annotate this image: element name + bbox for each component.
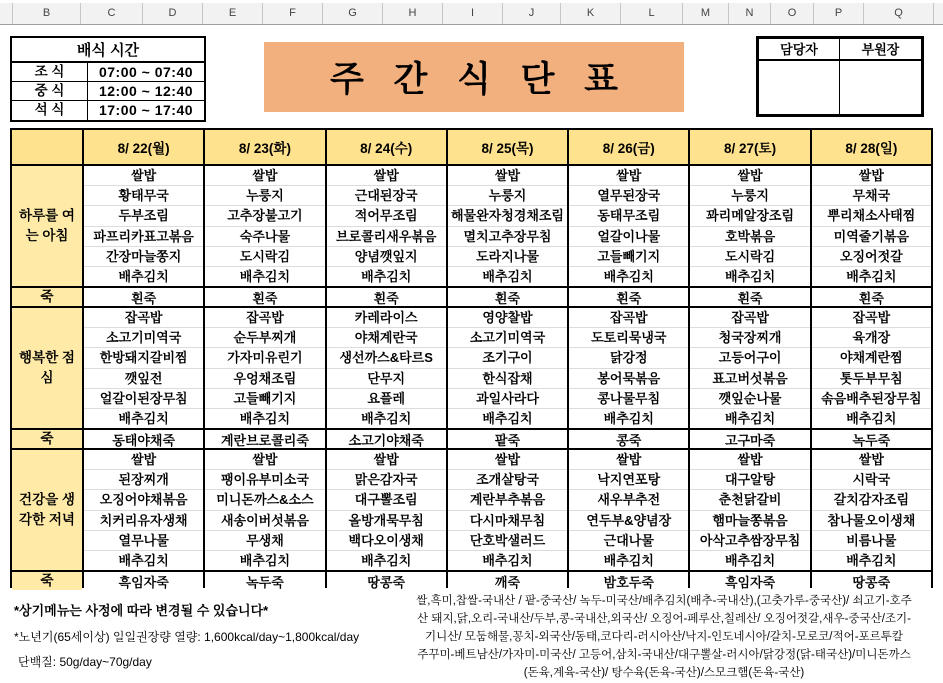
- menu-item-cell[interactable]: 영양찰밥: [448, 308, 567, 328]
- menu-item-cell[interactable]: 고추장불고기: [205, 206, 324, 226]
- menu-item-cell[interactable]: 도시락김: [690, 247, 809, 267]
- menu-item-cell[interactable]: 연두부&양념장: [569, 511, 688, 531]
- serving-time-row: [12, 63, 204, 82]
- menu-item-cell[interactable]: 한식잡채: [448, 369, 567, 389]
- menu-item-cell[interactable]: 배추김치: [482, 268, 533, 284]
- menu-item-cell[interactable]: 적어무조림: [327, 206, 446, 226]
- menu-item-cell[interactable]: 누룽지: [205, 186, 324, 206]
- column-header-partial[interactable]: [934, 3, 943, 24]
- menu-item-cell[interactable]: 쌀밥: [690, 450, 809, 470]
- menu-item-cell[interactable]: 맑은감자국: [327, 470, 446, 490]
- porridge-cell[interactable]: 밤호두죽: [569, 572, 688, 590]
- menu-item-cell[interactable]: 미니돈까스&소스: [205, 490, 324, 510]
- signature-box: [756, 36, 924, 117]
- porridge-cell[interactable]: 땅콩죽: [327, 572, 446, 590]
- menu-item-cell[interactable]: 쌀밥: [205, 166, 324, 186]
- menu-item-cell[interactable]: 배추김치: [724, 552, 776, 568]
- column-header-B[interactable]: B: [13, 3, 81, 24]
- menu-item-cell[interactable]: 배추김치: [603, 552, 654, 568]
- menu-item-cell[interactable]: 가자미유린기: [205, 348, 324, 368]
- menu-item-cell[interactable]: 쌀밥: [569, 450, 688, 470]
- menu-item-cell[interactable]: 누룽지: [690, 186, 809, 206]
- menu-item-cell[interactable]: 간장마늘쫑지: [84, 247, 203, 267]
- menu-item-cell[interactable]: 무채국: [812, 186, 931, 206]
- column-header-J[interactable]: J: [503, 3, 561, 24]
- menu-item-cell[interactable]: 잡곡밥: [569, 308, 688, 328]
- column-header-I[interactable]: I: [443, 3, 503, 24]
- menu-item-cell[interactable]: 근대나물: [569, 531, 688, 551]
- menu-item-cell[interactable]: 쌀밥: [84, 166, 203, 186]
- meal-cell: [690, 450, 809, 570]
- menu-change-note: *상기메뉴는 사정에 따라 변경될 수 있습니다*: [14, 603, 269, 618]
- menu-item-cell[interactable]: 고들빼기지: [205, 389, 324, 409]
- menu-item-cell[interactable]: 쌀밥: [327, 166, 446, 186]
- porridge-cell[interactable]: 땅콩죽: [812, 572, 931, 590]
- porridge-cell[interactable]: 동태야채죽: [84, 430, 203, 448]
- menu-item-cell[interactable]: 배추김치: [239, 552, 291, 568]
- menu-item-cell[interactable]: 쌀밥: [812, 450, 931, 470]
- menu-item-cell[interactable]: 두부조림: [84, 206, 203, 226]
- menu-item-cell[interactable]: 닭강정: [569, 348, 688, 368]
- lunch-time-label[interactable]: 중 식: [12, 82, 88, 100]
- menu-item-cell[interactable]: 도라지나물: [448, 247, 567, 267]
- calorie-recommendation-note: *노년기(65세이상) 일일권장량 열량: 1,600kcal/day~1,800kcal/day: [14, 630, 360, 644]
- meal-cell: [84, 450, 203, 570]
- meal-section-label[interactable]: 건강을 생각한 저녁: [12, 450, 82, 570]
- menu-item-cell[interactable]: 비름나물: [812, 531, 931, 551]
- column-header-C[interactable]: C: [81, 3, 143, 24]
- menu-item-cell[interactable]: 깻잎전: [84, 369, 203, 389]
- origin-line: (돈육,계육-국산)/ 탕수육(돈육-국산)/스모크햄(돈육-국산): [523, 667, 805, 679]
- column-header-strip: [0, 3, 943, 25]
- menu-item-cell[interactable]: 미역줄기볶음: [812, 227, 931, 247]
- menu-item-cell[interactable]: 쌀밥: [812, 166, 931, 186]
- meal-cell: [84, 166, 203, 286]
- porridge-section-label[interactable]: 죽: [12, 288, 82, 306]
- menu-item-cell[interactable]: 잡곡밥: [84, 308, 203, 328]
- origin-line: 쌀,흑미,찹쌀-국내산 / 팥-중국산/ 녹두-미국산/배추김치(배추-국내산),(고춧가루-중국산)/ 쇠고기-호주: [416, 595, 912, 607]
- menu-item-cell[interactable]: 청국장찌개: [690, 328, 809, 348]
- meal-cell: [205, 166, 324, 286]
- column-header-F[interactable]: F: [263, 3, 323, 24]
- menu-item-cell[interactable]: 표고버섯볶음: [690, 369, 809, 389]
- menu-item-cell[interactable]: 잡곡밥: [812, 308, 931, 328]
- porridge-cell[interactable]: 흰죽: [327, 288, 446, 306]
- menu-item-cell[interactable]: 배추김치: [846, 410, 897, 426]
- menu-item-cell[interactable]: 팽이유부미소국: [205, 470, 324, 490]
- origin-line: 기니산/ 모둠해물,꽁치-외국산/동태,코다리-러시아산/낙지-인도네시아/갈치-모로코/적어-포르투칼: [425, 631, 903, 643]
- meal-section-label[interactable]: 하루를 여는 아침: [12, 166, 82, 286]
- meal-cell: [448, 166, 567, 286]
- porridge-cell[interactable]: 녹두죽: [812, 430, 931, 448]
- menu-item-cell[interactable]: 계란부추볶음: [448, 490, 567, 510]
- menu-item-cell[interactable]: 새우부추전: [569, 490, 688, 510]
- menu-item-cell[interactable]: 열무된장국: [569, 186, 688, 206]
- menu-item-cell[interactable]: 멸치고추장무침: [448, 227, 567, 247]
- porridge-cell[interactable]: 흰죽: [690, 288, 809, 306]
- meal-cell: [327, 450, 446, 570]
- menu-item-cell[interactable]: 올방개묵무침: [327, 511, 446, 531]
- menu-item-cell[interactable]: 춘천닭갈비: [690, 490, 809, 510]
- porridge-cell[interactable]: 고구마죽: [690, 430, 809, 448]
- date-header-cell[interactable]: 8/ 23(화): [205, 130, 324, 164]
- menu-item-cell[interactable]: 배추김치: [846, 268, 897, 284]
- menu-item-cell[interactable]: 새송이버섯볶음: [205, 511, 324, 531]
- menu-item-cell[interactable]: 배추김치: [724, 410, 776, 426]
- date-header-cell[interactable]: 8/ 27(토): [690, 130, 809, 164]
- menu-item-cell[interactable]: 우엉채조림: [205, 369, 324, 389]
- meal-section-label[interactable]: 행복한 점심: [12, 308, 82, 428]
- menu-item-cell[interactable]: 쌀밥: [327, 450, 446, 470]
- menu-item-cell[interactable]: 된장찌개: [84, 470, 203, 490]
- column-header-M[interactable]: M: [683, 3, 729, 24]
- meal-cell: [84, 308, 203, 428]
- porridge-cell[interactable]: 흰죽: [812, 288, 931, 306]
- menu-item-cell[interactable]: 쌀밥: [448, 166, 567, 186]
- menu-item-cell[interactable]: 한방돼지갈비찜: [84, 348, 203, 368]
- porridge-cell[interactable]: 흰죽: [84, 288, 203, 306]
- menu-item-cell[interactable]: 야채계란찜: [812, 348, 931, 368]
- serving-time-title: 배식 시간: [12, 38, 204, 63]
- menu-item-cell[interactable]: 열무나물: [84, 531, 203, 551]
- column-header-D[interactable]: D: [143, 3, 203, 24]
- date-header-cell[interactable]: 8/ 25(목): [448, 130, 567, 164]
- column-header-H[interactable]: H: [383, 3, 443, 24]
- menu-item-cell[interactable]: 봉어묵볶음: [569, 369, 688, 389]
- meal-cell: [205, 450, 324, 570]
- menu-item-cell[interactable]: 도시락김: [205, 247, 324, 267]
- column-header-P[interactable]: P: [814, 3, 864, 24]
- menu-item-cell[interactable]: 배추김치: [361, 552, 412, 568]
- menu-item-cell[interactable]: 배추김치: [118, 410, 169, 426]
- serving-time-row: [12, 82, 204, 101]
- porridge-cell[interactable]: 계란브로콜리죽: [205, 430, 324, 448]
- column-header-E[interactable]: E: [203, 3, 263, 24]
- menu-item-cell[interactable]: 콩나물무침: [569, 389, 688, 409]
- menu-item-cell[interactable]: 도토리묵냉국: [569, 328, 688, 348]
- menu-item-cell[interactable]: 배추김치: [603, 268, 654, 284]
- menu-item-cell[interactable]: 무생채: [205, 531, 324, 551]
- menu-item-cell[interactable]: 햄마늘쫑볶음: [690, 511, 809, 531]
- meal-cell: [812, 308, 931, 428]
- origin-line: 주꾸미-베트남산/가자미-미국산/ 고등어,삼치-국내산/대구뽈살-러시아/닭강정(닭-태국산)/미니돈까스: [417, 649, 911, 661]
- porridge-cell[interactable]: 흰죽: [448, 288, 567, 306]
- menu-item-cell[interactable]: 육개장: [812, 328, 931, 348]
- menu-item-cell[interactable]: 숙주나물: [205, 227, 324, 247]
- column-header-G[interactable]: G: [323, 3, 383, 24]
- origin-line: 산 돼지,닭,오리-국내산/두부,콩-국내산,외국산/ 오징어-페루산,칠레산/ 오징어젓갈,새우-중국산/조기-: [417, 613, 911, 625]
- menu-item-cell[interactable]: 배추김치: [239, 410, 291, 426]
- meal-cell: [448, 450, 567, 570]
- protein-recommendation-note: 단백질: 50g/day~70g/day: [18, 655, 152, 669]
- menu-item-cell[interactable]: 꽈리메알장조림: [690, 206, 809, 226]
- date-header-cell[interactable]: 8/ 24(수): [327, 130, 446, 164]
- manager-signature-cell[interactable]: [759, 61, 840, 114]
- menu-item-cell[interactable]: 오징어야채볶음: [84, 490, 203, 510]
- porridge-section-label[interactable]: 죽: [12, 430, 82, 448]
- menu-item-cell[interactable]: 시락국: [812, 470, 931, 490]
- meal-cell: [448, 308, 567, 428]
- menu-item-cell[interactable]: 쌀밥: [84, 450, 203, 470]
- meal-cell: [569, 450, 688, 570]
- menu-item-cell[interactable]: 배추김치: [482, 410, 533, 426]
- menu-item-cell[interactable]: 잡곡밥: [205, 308, 324, 328]
- menu-item-cell[interactable]: 아삭고추쌈장무침: [690, 531, 809, 551]
- menu-item-cell[interactable]: 요플레: [327, 389, 446, 409]
- menu-item-cell[interactable]: 근대된장국: [327, 186, 446, 206]
- menu-item-cell[interactable]: 백다오이생채: [327, 531, 446, 551]
- menu-item-cell[interactable]: 배추김치: [846, 552, 897, 568]
- menu-item-cell[interactable]: 다시마채무침: [448, 511, 567, 531]
- menu-item-cell[interactable]: 조기구이: [448, 348, 567, 368]
- menu-item-cell[interactable]: 깻잎순나물: [690, 389, 809, 409]
- serving-time-box: [10, 36, 206, 122]
- page-title: 주 간 식 단 표: [330, 60, 628, 99]
- column-header-Q[interactable]: Q: [864, 3, 934, 24]
- menu-item-cell[interactable]: 호박볶음: [690, 227, 809, 247]
- menu-item-cell[interactable]: 얼갈이나물: [569, 227, 688, 247]
- meal-cell: [569, 308, 688, 428]
- menu-item-cell[interactable]: 황태무국: [84, 186, 203, 206]
- ingredient-origin-text: [388, 592, 940, 682]
- meal-cell: [327, 166, 446, 286]
- menu-item-cell[interactable]: 야채계란국: [327, 328, 446, 348]
- menu-item-cell[interactable]: 브로콜리새우볶음: [327, 227, 446, 247]
- vice-director-signature-header[interactable]: 부원장: [840, 39, 921, 61]
- porridge-cell[interactable]: 팥죽: [448, 430, 567, 448]
- table-corner-cell[interactable]: [12, 130, 82, 164]
- menu-item-cell[interactable]: 단무지: [327, 369, 446, 389]
- dinner-time-value[interactable]: 17:00 ~ 17:40: [98, 102, 194, 118]
- porridge-cell[interactable]: 소고기야채죽: [327, 430, 446, 448]
- menu-item-cell[interactable]: 고등어구이: [690, 348, 809, 368]
- menu-item-cell[interactable]: 조개살탕국: [448, 470, 567, 490]
- menu-item-cell[interactable]: 고들빼기지: [569, 247, 688, 267]
- menu-item-cell[interactable]: 참나물오이생채: [812, 511, 931, 531]
- lunch-time-value[interactable]: 12:00 ~ 12:40: [98, 83, 194, 99]
- menu-item-cell[interactable]: 잡곡밥: [690, 308, 809, 328]
- menu-item-cell[interactable]: 솎음배추된장무침: [812, 389, 931, 409]
- breakfast-time-value[interactable]: 07:00 ~ 07:40: [98, 64, 194, 80]
- menu-item-cell[interactable]: 얼갈이된장무침: [84, 389, 203, 409]
- meal-cell: [812, 166, 931, 286]
- porridge-cell[interactable]: 콩죽: [569, 430, 688, 448]
- menu-item-cell[interactable]: 배추김치: [724, 268, 776, 284]
- menu-item-cell[interactable]: 갈치감자조림: [812, 490, 931, 510]
- menu-item-cell[interactable]: 소고기미역국: [448, 328, 567, 348]
- meal-cell: [690, 166, 809, 286]
- meal-cell: [205, 308, 324, 428]
- menu-item-cell[interactable]: 생선까스&타르S: [327, 348, 446, 368]
- menu-item-cell[interactable]: 파프리카표고볶음: [84, 227, 203, 247]
- meal-cell: [812, 450, 931, 570]
- vice-director-signature-cell[interactable]: [840, 61, 921, 114]
- breakfast-time-label[interactable]: 조 식: [12, 63, 88, 81]
- menu-item-cell[interactable]: 뿌리채소사태찜: [812, 206, 931, 226]
- menu-item-cell[interactable]: 대구뽈조림: [327, 490, 446, 510]
- menu-item-cell[interactable]: 배추김치: [603, 410, 654, 426]
- footnotes: [14, 600, 389, 670]
- menu-item-cell[interactable]: 배추김치: [239, 268, 291, 284]
- menu-item-cell[interactable]: 낙지연포탕: [569, 470, 688, 490]
- manager-signature-header[interactable]: 담당자: [759, 39, 840, 61]
- menu-item-cell[interactable]: 배추김치: [361, 410, 412, 426]
- meal-cell: [327, 308, 446, 428]
- porridge-section-label[interactable]: 죽: [12, 572, 82, 590]
- menu-item-cell[interactable]: 배추김치: [361, 268, 412, 284]
- porridge-cell[interactable]: 흑임자죽: [84, 572, 203, 590]
- date-header-cell[interactable]: 8/ 26(금): [569, 130, 688, 164]
- porridge-cell[interactable]: 녹두죽: [205, 572, 324, 590]
- menu-item-cell[interactable]: 누룽지: [448, 186, 567, 206]
- menu-item-cell[interactable]: 동태무조림: [569, 206, 688, 226]
- menu-item-cell[interactable]: 배추김치: [118, 552, 169, 568]
- menu-item-cell[interactable]: 배추김치: [482, 552, 533, 568]
- page-title-banner[interactable]: [264, 42, 684, 112]
- menu-item-cell[interactable]: 쌀밥: [690, 166, 809, 186]
- menu-item-cell[interactable]: 순두부찌개: [205, 328, 324, 348]
- porridge-cell[interactable]: 흰죽: [569, 288, 688, 306]
- weekly-menu-table: [10, 128, 933, 588]
- menu-item-cell[interactable]: 단호박샐러드: [448, 531, 567, 551]
- menu-item-cell[interactable]: 쌀밥: [205, 450, 324, 470]
- menu-item-cell[interactable]: 카레라이스: [327, 308, 446, 328]
- menu-item-cell[interactable]: 양념깻잎지: [327, 247, 446, 267]
- porridge-cell[interactable]: 깨죽: [448, 572, 567, 590]
- porridge-cell[interactable]: 흰죽: [205, 288, 324, 306]
- menu-item-cell[interactable]: 치커리유자생채: [84, 511, 203, 531]
- serving-time-row: [12, 101, 204, 120]
- meal-cell: [690, 308, 809, 428]
- column-header-L[interactable]: L: [621, 3, 683, 24]
- menu-item-cell[interactable]: 쌀밥: [448, 450, 567, 470]
- date-header-cell[interactable]: 8/ 28(일): [812, 130, 931, 164]
- column-header-partial[interactable]: [0, 3, 13, 24]
- column-header-N[interactable]: N: [729, 3, 771, 24]
- date-header-cell[interactable]: 8/ 22(월): [84, 130, 203, 164]
- menu-item-cell[interactable]: 쌀밥: [569, 166, 688, 186]
- menu-item-cell[interactable]: 톳두부무침: [812, 369, 931, 389]
- column-header-O[interactable]: O: [771, 3, 814, 24]
- menu-item-cell[interactable]: 해물완자청경채조림: [448, 206, 567, 226]
- menu-item-cell[interactable]: 소고기미역국: [84, 328, 203, 348]
- porridge-cell[interactable]: 흑임자죽: [690, 572, 809, 590]
- dinner-time-label[interactable]: 석 식: [12, 101, 88, 120]
- menu-item-cell[interactable]: 오징어젓갈: [812, 247, 931, 267]
- menu-item-cell[interactable]: 대구알탕: [690, 470, 809, 490]
- column-header-K[interactable]: K: [561, 3, 621, 24]
- menu-item-cell[interactable]: 과일사라다: [448, 389, 567, 409]
- menu-item-cell[interactable]: 배추김치: [118, 268, 169, 284]
- meal-cell: [569, 166, 688, 286]
